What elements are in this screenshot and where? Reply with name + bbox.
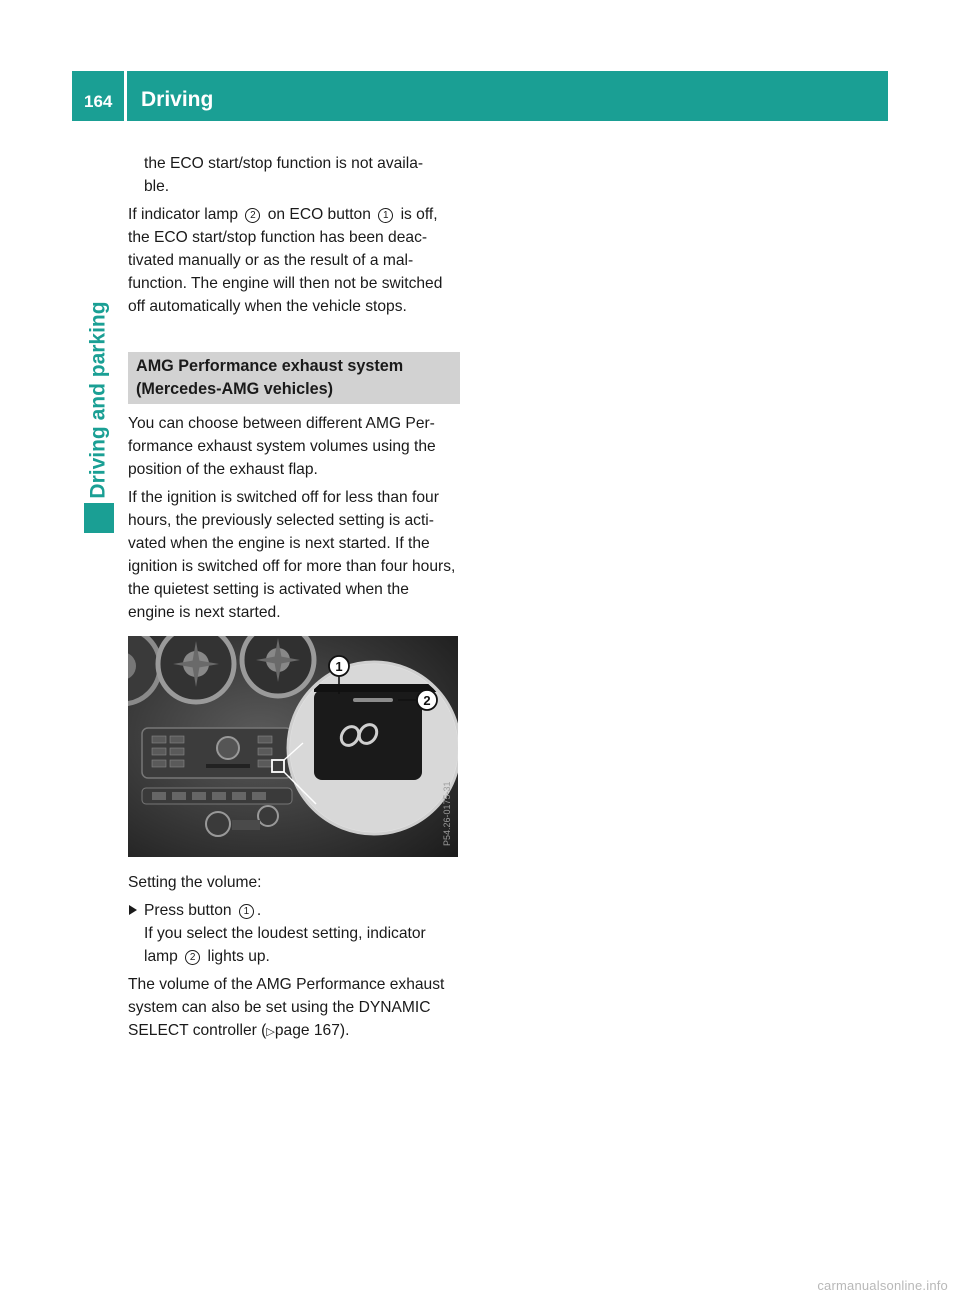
radio-knob <box>217 737 239 759</box>
page-reference-arrow-icon: ▷ <box>266 1026 275 1038</box>
text-run: . <box>256 902 262 919</box>
callout-2-ref: 2 <box>185 950 200 965</box>
paragraph-line: ble. <box>144 178 170 195</box>
section-heading-line: (Mercedes-AMG vehicles) <box>136 380 334 398</box>
air-vent-center-right <box>242 636 314 696</box>
side-section-label-text: Driving and parking <box>87 301 111 499</box>
text-run: is off, the ECO start/stop function has been deac-tivated manually or as the result of a mal-function. The engine will then not be switched off automatically when the vehicle stops. <box>128 206 443 315</box>
text-run: The volume of the AMG Performance exhaust system can also be set using the DYNAMIC SELECT controller ( <box>128 976 445 1039</box>
paragraph-line: the ECO start/stop function is not availa- <box>144 155 424 172</box>
paragraph-ignition: If the ignition is switched off for less than four hours, the previously selected setting is acti-vated when the engine is next started. If the ignition is switched off for more than four hours, the quietest setting is activated when the engine is next started. <box>128 489 456 621</box>
text-run: Press button <box>144 902 236 919</box>
paragraph-continued <box>128 152 460 198</box>
instruction-step <box>128 899 460 968</box>
indicator-lamp <box>353 698 393 702</box>
header-divider <box>124 71 127 121</box>
callout-2-label: 2 <box>423 693 431 708</box>
page-number: 164 <box>84 92 113 111</box>
text-run: If indicator lamp <box>128 206 243 223</box>
section-heading <box>128 352 460 404</box>
chapter-title: Driving <box>141 88 214 111</box>
callout-1-label: 1 <box>335 659 343 674</box>
callout-2-ref: 2 <box>245 208 260 223</box>
paragraph-indicator <box>128 203 460 318</box>
setting-label: Setting the volume: <box>128 874 262 891</box>
paragraph-choose: You can choose between different AMG Per-formance exhaust system volumes using the position of the exhaust flap. <box>128 415 436 478</box>
page-reference-link[interactable]: page 167). <box>274 1022 350 1039</box>
text-run: If you select the loudest setting, indicator lamp <box>144 925 426 965</box>
side-marker-block <box>84 503 114 533</box>
dashboard-figure <box>128 636 458 857</box>
paragraph-dynamic-select <box>128 973 460 1044</box>
air-vent-center-left <box>158 636 234 702</box>
side-section-label <box>84 280 114 520</box>
text-run: on ECO button <box>263 206 376 223</box>
watermark: carmanualsonline.info <box>817 1278 948 1293</box>
text-run: lights up. <box>203 948 270 965</box>
eco-button-housing <box>314 690 422 780</box>
step-arrow-icon <box>129 905 137 915</box>
callout-1-ref: 1 <box>378 208 393 223</box>
dashboard-illustration <box>128 636 458 857</box>
main-content <box>128 152 460 1044</box>
callout-1-ref: 1 <box>239 904 254 919</box>
figure-code: P54.26-0175-31 <box>442 781 452 846</box>
section-heading-line: AMG Performance exhaust system <box>136 357 404 375</box>
